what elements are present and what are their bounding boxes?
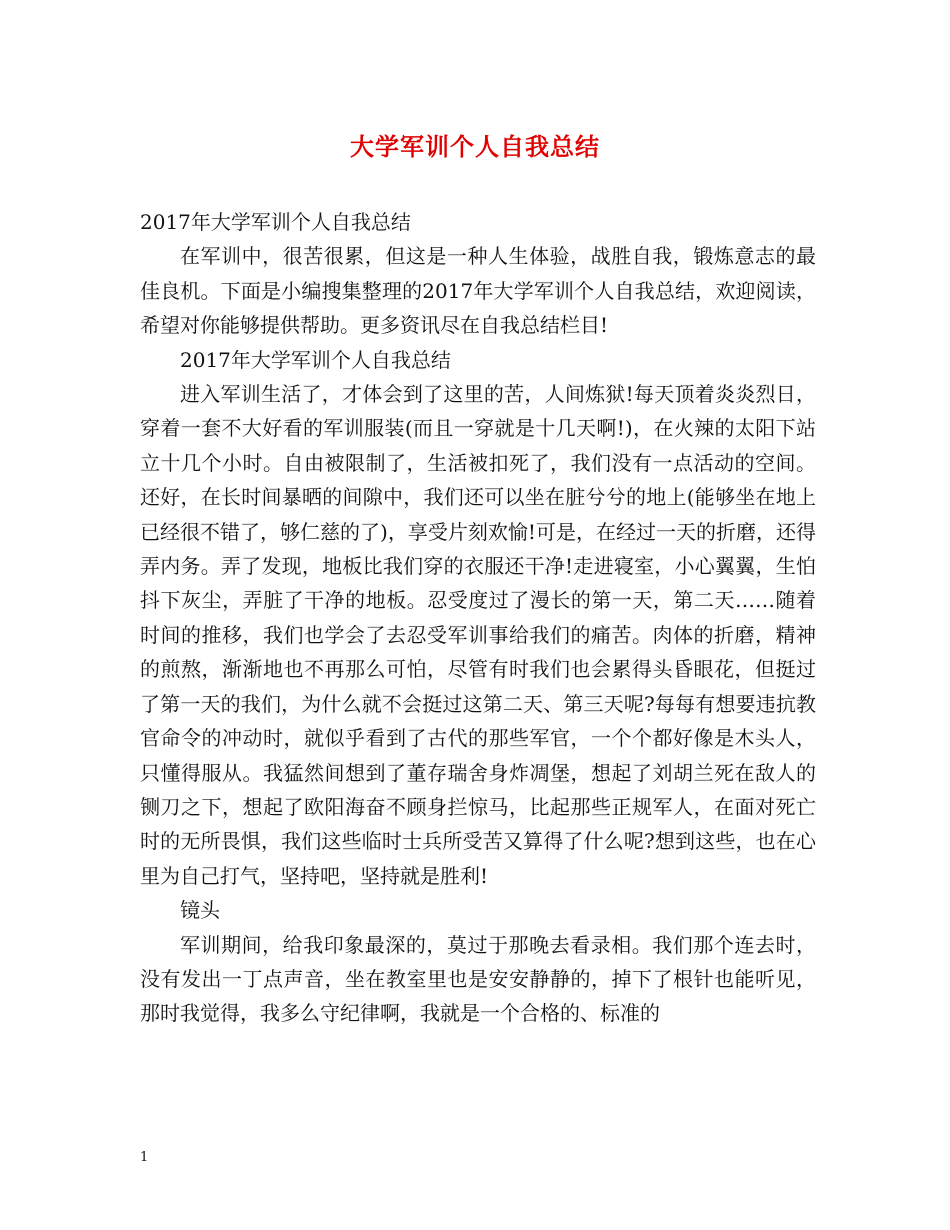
paragraph-intro: 在军训中，很苦很累，但这是一种人生体验，战胜自我，锻炼意志的最佳良机。下面是小编搜集整理的2017年大学军训个人自我总结，欢迎阅读，希望对你能够提供帮助。更多资讯尽在自我总结栏目! [140, 244, 816, 338]
paragraph-section-heading: 镜头 [180, 898, 220, 923]
document-body [140, 205, 816, 1031]
paragraph-main: 进入军训生活了，才体会到了这里的苦，人间炼狱!每天顶着炎炎烈日，穿着一套不大好看的军训服装(而且一穿就是十几天啊!)，在火辣的太阳下站立十几个小时。自由被限制了，生活被扣死了，我们没有一点活动的空间。还好，在长时间暴晒的间隙中，我们还可以坐在脏兮兮的地上(能够坐在地上已经很不错了，够仁慈的了)，享受片刻欢愉!可是，在经过一天的折磨，还得弄内务。弄了发现，地板比我们穿的衣服还干净!走进寝室，小心翼翼，生怕抖下灰尘，弄脏了干净的地板。忍受度过了漫长的第一天，第二天……随着时间的推移，我们也学会了去忍受军训事给我们的痛苦。肉体的折磨，精神的煎熬，渐渐地也不再那么可怕，尽管有时我们也会累得头昏眼花，但挺过了第一天的我们，为什么就不会挺过这第二天、第三天呢?每每有想要违抗教官命令的冲动时，就似乎看到了古代的那些军官，一个个都好像是木头人，只懂得服从。我猛然间想到了董存瑞舍身炸凋堡，想起了刘胡兰死在敌人的铡刀之下，想起了欧阳海奋不顾身拦惊马，比起那些正规军人，在面对死亡时的无所畏惧，我们这些临时士兵所受苦又算得了什么呢?想到这些，也在心里为自己打气，坚持吧，坚持就是胜利! [140, 382, 816, 888]
document-title: 大学军训个人自我总结 [350, 132, 600, 161]
paragraph-subheading: 2017年大学军训个人自我总结 [180, 347, 451, 372]
paragraph-closing: 军训期间，给我印象最深的，莫过于那晚去看录相。我们那个连去时，没有发出一丁点声音，坐在教室里也是安安静静的，掉下了根针也能听见，那时我觉得，我多么守纪律啊，我就是一个合格的、标准的 [140, 932, 816, 1026]
paragraph-heading: 2017年大学军训个人自我总结 [140, 210, 411, 234]
page-number: 1 [140, 1150, 149, 1165]
